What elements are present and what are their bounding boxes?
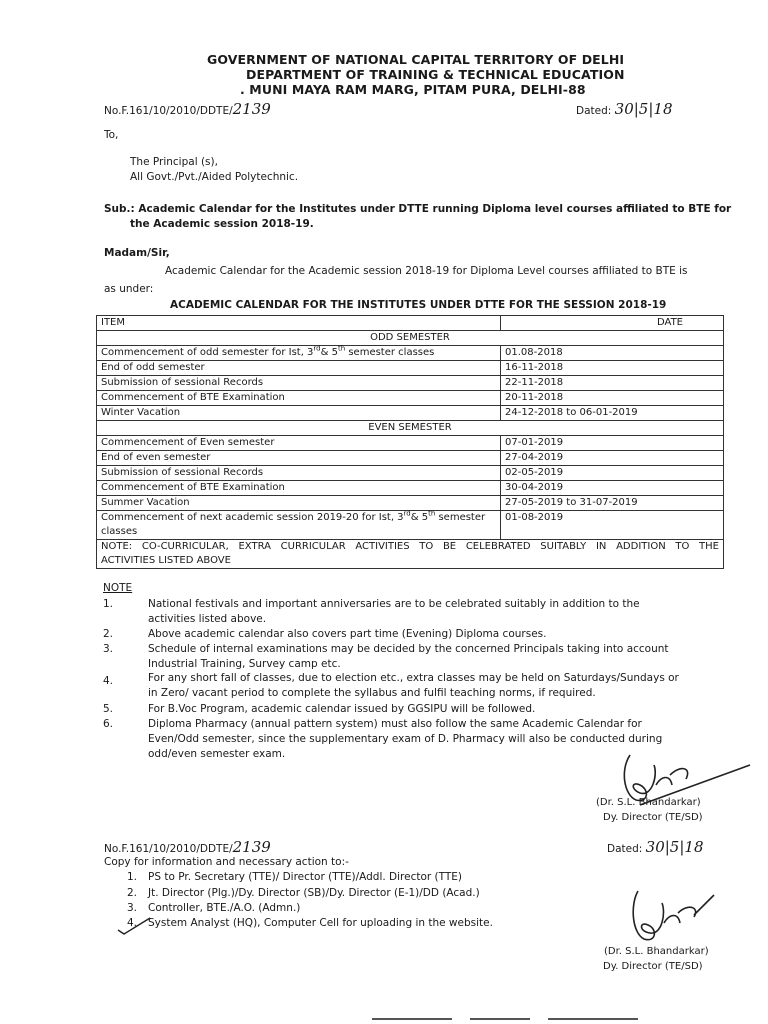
table-row xyxy=(97,466,724,481)
note-number: 2. xyxy=(103,628,114,640)
row-item: End of odd semester xyxy=(97,361,501,376)
row-date: 24-12-2018 to 06-01-2019 xyxy=(501,406,724,421)
ref-number xyxy=(104,100,271,118)
row-item: Submission of sessional Records xyxy=(97,376,501,391)
row-date: 27-04-2019 xyxy=(501,451,724,466)
intro-line-1: Academic Calendar for the Academic session 2018-19 for Diploma Level courses affiliated to BTE is xyxy=(165,265,688,277)
signature-1-title: Dy. Director (TE/SD) xyxy=(603,812,703,823)
tick-mark-icon xyxy=(116,916,156,939)
subject-line-2: the Academic session 2018-19. xyxy=(130,218,314,230)
table-note-line-2: ACTIVITIES LISTED ABOVE xyxy=(101,555,231,566)
header-line-3: . MUNI MAYA RAM MARG, PITAM PURA, DELHI-88 xyxy=(240,82,586,97)
header-line-1: GOVERNMENT OF NATIONAL CAPITAL TERRITORY OF DELHI xyxy=(207,52,625,67)
even-semester-heading: EVEN SEMESTER xyxy=(97,421,724,436)
ref-date-label: Dated: xyxy=(576,105,612,117)
copy-item-text: System Analyst (HQ), Computer Cell for uploading in the website. xyxy=(148,917,493,929)
address-to: To, xyxy=(104,129,119,141)
next-session-date: 01-08-2019 xyxy=(501,511,724,540)
table-note-row xyxy=(97,540,724,569)
signature-2-name: (Dr. S.L. Bhandarkar) xyxy=(604,946,709,957)
next-session-item: Commencement of next academic session 2019-20 for Ist, 3rd& 5th semester classes xyxy=(97,511,501,540)
note-text: Diploma Pharmacy (annual pattern system) must also follow the same Academic Calendar for Even/Odd semester, since the supplementary exam of D. Pharmacy will also be conducted during odd/even semester exam. xyxy=(148,718,663,760)
ref-date xyxy=(576,100,672,118)
subject-line-1: Sub.: Academic Calendar for the Institutes under DTTE running Diploma level courses affiliated to BTE for xyxy=(104,203,732,215)
intro-line-2: as under: xyxy=(104,283,154,295)
header-line-2: DEPARTMENT OF TRAINING & TECHNICAL EDUCATION xyxy=(246,67,625,82)
copy-item-number: 4. xyxy=(127,917,138,929)
table-row xyxy=(97,511,724,540)
ref-number-handwritten: 2139 xyxy=(232,100,271,118)
row-item: Commencement of BTE Examination xyxy=(97,391,501,406)
table-row xyxy=(97,436,724,451)
scan-mark xyxy=(470,1018,530,1020)
table-row xyxy=(97,496,724,511)
row-item: Summer Vacation xyxy=(97,496,501,511)
note-text: For B.Voc Program, academic calendar issued by GGSIPU will be followed. xyxy=(148,703,536,715)
odd-semester-heading-row xyxy=(97,331,724,346)
row-item: Submission of sessional Records xyxy=(97,466,501,481)
even-semester-heading-row xyxy=(97,421,724,436)
row-date: 22-11-2018 xyxy=(501,376,724,391)
copy-date xyxy=(607,838,703,856)
ref-number-label: No.F.161/10/2010/DDTE/ xyxy=(104,105,233,117)
row-item: End of even semester xyxy=(97,451,501,466)
note-number: 5. xyxy=(103,703,114,715)
note-text: Above academic calendar also covers part time (Evening) Diploma courses. xyxy=(148,628,547,640)
row-date: 02-05-2019 xyxy=(501,466,724,481)
row-date: 07-01-2019 xyxy=(501,436,724,451)
address-line-1: The Principal (s), xyxy=(130,156,218,168)
note-text: National festivals and important anniversaries are to be celebrated suitably in addition to the activities listed above. xyxy=(148,598,640,625)
table-row xyxy=(97,376,724,391)
table-row xyxy=(97,481,724,496)
row-date: 20-11-2018 xyxy=(501,391,724,406)
salutation: Madam/Sir, xyxy=(104,247,170,259)
calendar-title: ACADEMIC CALENDAR FOR THE INSTITUTES UNDER DTTE FOR THE SESSION 2018-19 xyxy=(170,299,667,311)
copy-ref-label: No.F.161/10/2010/DDTE/ xyxy=(104,843,233,855)
row-date: 30-04-2019 xyxy=(501,481,724,496)
note-number: 3. xyxy=(103,643,114,655)
note-text: Schedule of internal examinations may be decided by the concerned Principals taking into account Industrial Training, Survey camp etc. xyxy=(148,643,669,670)
odd-first-date: 01.08-2018 xyxy=(501,346,724,361)
copy-item-number: 3. xyxy=(127,902,138,914)
row-item: Commencement of BTE Examination xyxy=(97,481,501,496)
copy-ref-handwritten: 2139 xyxy=(232,838,271,856)
note-number: 1. xyxy=(103,598,114,610)
col-header-date: DATE xyxy=(501,316,724,331)
table-note-line-1: NOTE: CO-CURRICULAR, EXTRA CURRICULAR ACTIVITIES TO BE CELEBRATED SUITABLY IN ADDITION TO THE xyxy=(101,541,719,552)
table-row xyxy=(97,406,724,421)
copy-item-number: 2. xyxy=(127,887,138,899)
note-text: For any short fall of classes, due to election etc., extra classes may be held on Saturdays/Sundays or in Zero/ vacant period to complete the syllabus and fulfil teaching norms, if required. xyxy=(148,672,679,699)
scan-mark xyxy=(548,1018,638,1020)
copy-item-text: Controller, BTE./A.O. (Admn.) xyxy=(148,902,301,914)
next-session-line-2: classes xyxy=(101,526,138,537)
odd-semester-heading: ODD SEMESTER xyxy=(97,331,724,346)
copy-item-text: Jt. Director (Plg.)/Dy. Director (SB)/Dy. Director (E-1)/DD (Acad.) xyxy=(148,887,480,899)
copy-item-number: 1. xyxy=(127,871,138,883)
scan-mark xyxy=(372,1018,452,1020)
row-item: Commencement of Even semester xyxy=(97,436,501,451)
col-header-item: ITEM xyxy=(97,316,501,331)
table-note xyxy=(97,540,724,569)
table-row xyxy=(97,346,724,361)
copy-item-text: PS to Pr. Secretary (TTE)/ Director (TTE)/Addl. Director (TTE) xyxy=(148,871,463,883)
copy-intro: Copy for information and necessary action to:- xyxy=(104,856,349,868)
odd-first-item: Commencement of odd semester for Ist, 3rd& 5th semester classes xyxy=(97,346,501,361)
notes-heading: NOTE xyxy=(103,582,133,594)
copy-date-handwritten: 30|5|18 xyxy=(645,838,704,856)
row-date: 16-11-2018 xyxy=(501,361,724,376)
academic-calendar-table xyxy=(96,315,724,569)
row-date: 27-05-2019 to 31-07-2019 xyxy=(501,496,724,511)
address-line-2: All Govt./Pvt./Aided Polytechnic. xyxy=(130,171,299,183)
copy-date-label: Dated: xyxy=(607,843,643,855)
note-number: 4. xyxy=(103,675,114,687)
note-number: 6. xyxy=(103,718,114,730)
ref-date-handwritten: 30|5|18 xyxy=(614,100,673,118)
copy-ref-number xyxy=(104,838,271,856)
table-row xyxy=(97,391,724,406)
row-item: Winter Vacation xyxy=(97,406,501,421)
signature-1-name: (Dr. S.L. Bhandarkar) xyxy=(596,797,701,808)
table-row xyxy=(97,451,724,466)
table-row xyxy=(97,361,724,376)
signature-2-title: Dy. Director (TE/SD) xyxy=(603,961,703,972)
table-header-row xyxy=(97,316,724,331)
